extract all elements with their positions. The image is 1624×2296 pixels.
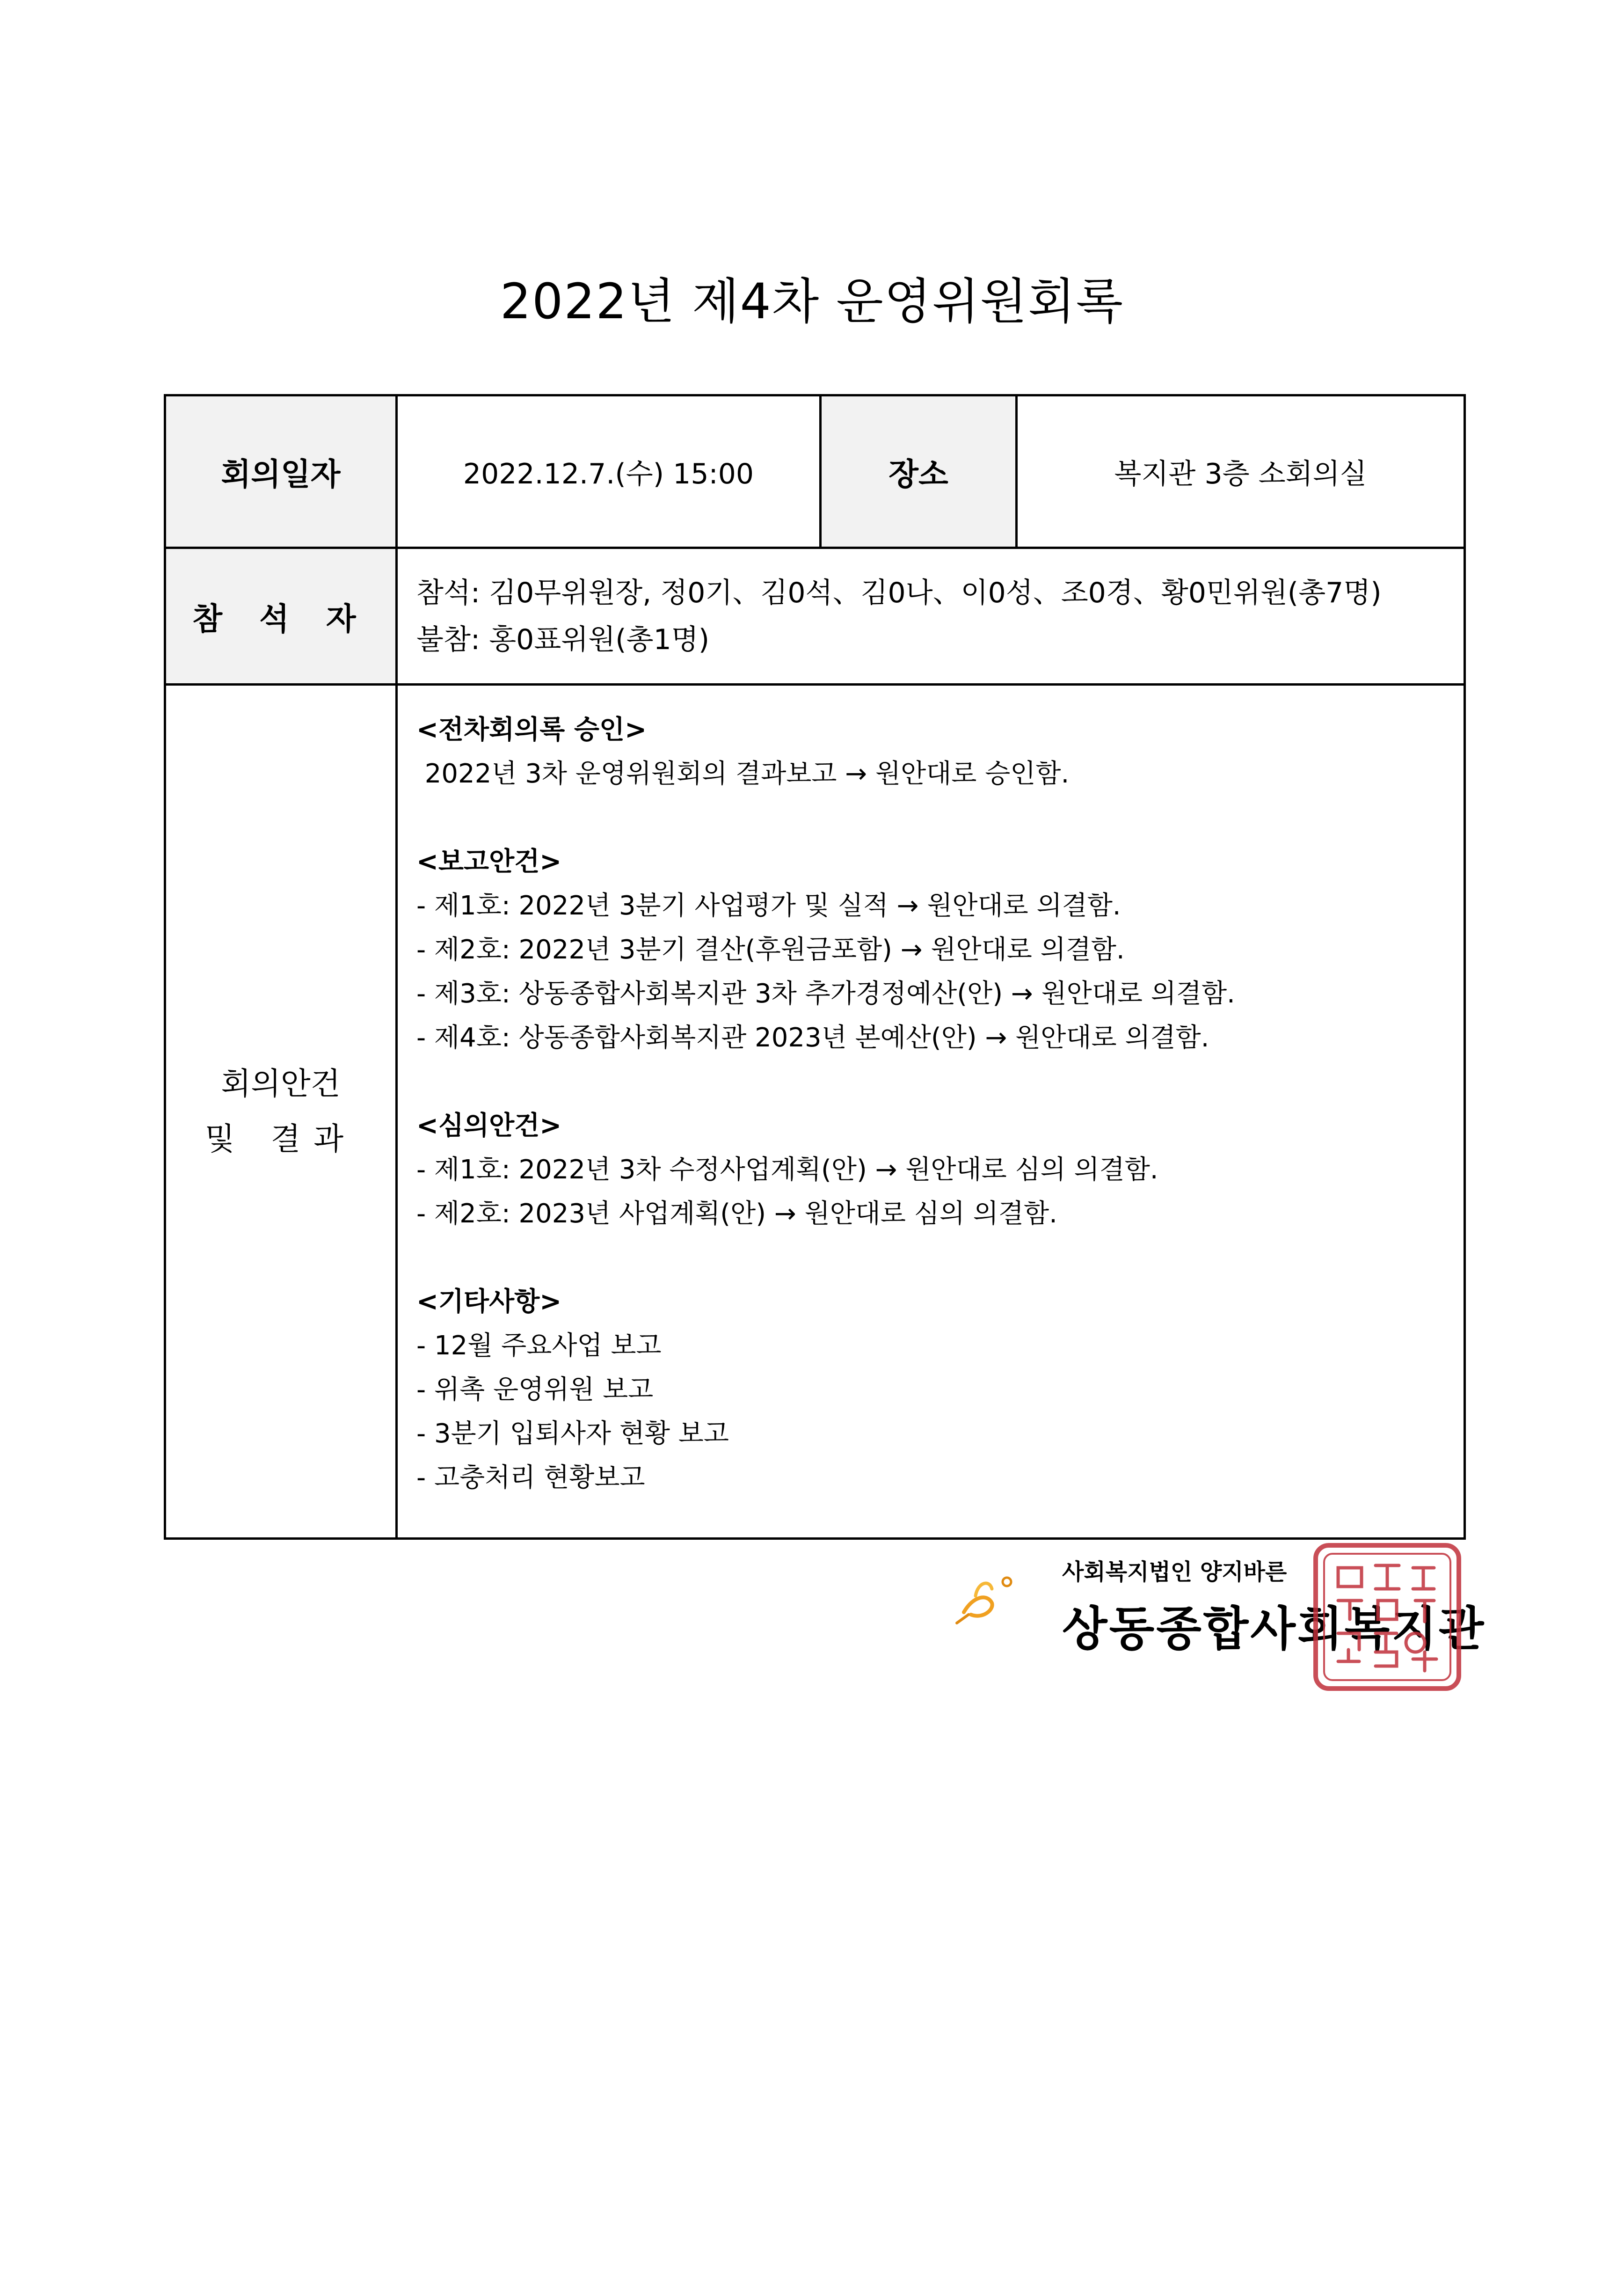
agenda-label [165,685,397,1539]
agenda-label-line2: 및 결과 [204,1121,357,1157]
prev-minutes-item: 2022년 3차 운영위원회의 결과보고 → 원안대로 승인함. [416,759,1070,789]
attendees-present: 참석: 김0무위원장, 정0기、김0석、김0나、이0성、조0경、황0민위원(총7명) [416,576,1382,609]
date-value: 2022.12.7.(수) 15:00 [397,395,821,548]
place-label: 장소 [821,395,1017,548]
attendees-absent: 불참: 홍0표위원(총1명) [416,623,710,656]
deliberation-heading: <심의안건> [416,1111,562,1141]
agenda-label-line1: 회의안건 [221,1066,341,1102]
organization-footer [950,1540,1486,1708]
attendees-row [165,548,1465,685]
meeting-info-row [165,395,1465,548]
attendees-cell [397,548,1465,685]
deliberation-item: - 제2호: 2023년 사업계획(안) → 원안대로 심의 의결함. [416,1199,1057,1229]
other-heading: <기타사항> [416,1287,562,1317]
deliberation-item: - 제1호: 2022년 3차 수정사업계획(안) → 원안대로 심의 의결함. [416,1155,1158,1185]
document-title: 2022년 제4차 운영위원회록 [500,273,1124,330]
report-item: - 제3호: 상동종합사회복지관 3차 추가경정예산(안) → 원안대로 의결함. [416,979,1235,1009]
other-item: - 고충처리 현황보고 [416,1462,645,1493]
organization-subtitle: 사회복지법인 양지바른 [1062,1559,1287,1585]
agenda-row [165,685,1465,1539]
minutes-table [164,394,1466,1540]
report-item: - 제4호: 상동종합사회복지관 2023년 본예산(안) → 원안대로 의결함. [416,1023,1209,1053]
attendees-label-text: 참 석 자 [192,601,369,637]
other-item: - 12월 주요사업 보고 [416,1331,662,1361]
butterfly-logo-icon [954,1568,1015,1629]
other-item: - 3분기 입퇴사자 현황 보고 [416,1419,729,1449]
agenda-cell [397,685,1465,1539]
attendees-label [165,548,397,685]
report-heading: <보고안건> [416,847,562,877]
report-item: - 제2호: 2022년 3분기 결산(후원금포함) → 원안대로 의결함. [416,935,1125,965]
official-seal-icon [1310,1540,1464,1694]
report-item: - 제1호: 2022년 3분기 사업평가 및 실적 → 원안대로 의결함. [416,891,1121,921]
date-label: 회의일자 [165,395,397,548]
prev-minutes-heading: <전차회의록 승인> [416,715,647,745]
place-value: 복지관 3층 소회의실 [1017,395,1465,548]
organization-name: 상동종합사회복지관 [1062,1601,1486,1656]
other-item: - 위촉 운영위원 보고 [416,1375,654,1405]
